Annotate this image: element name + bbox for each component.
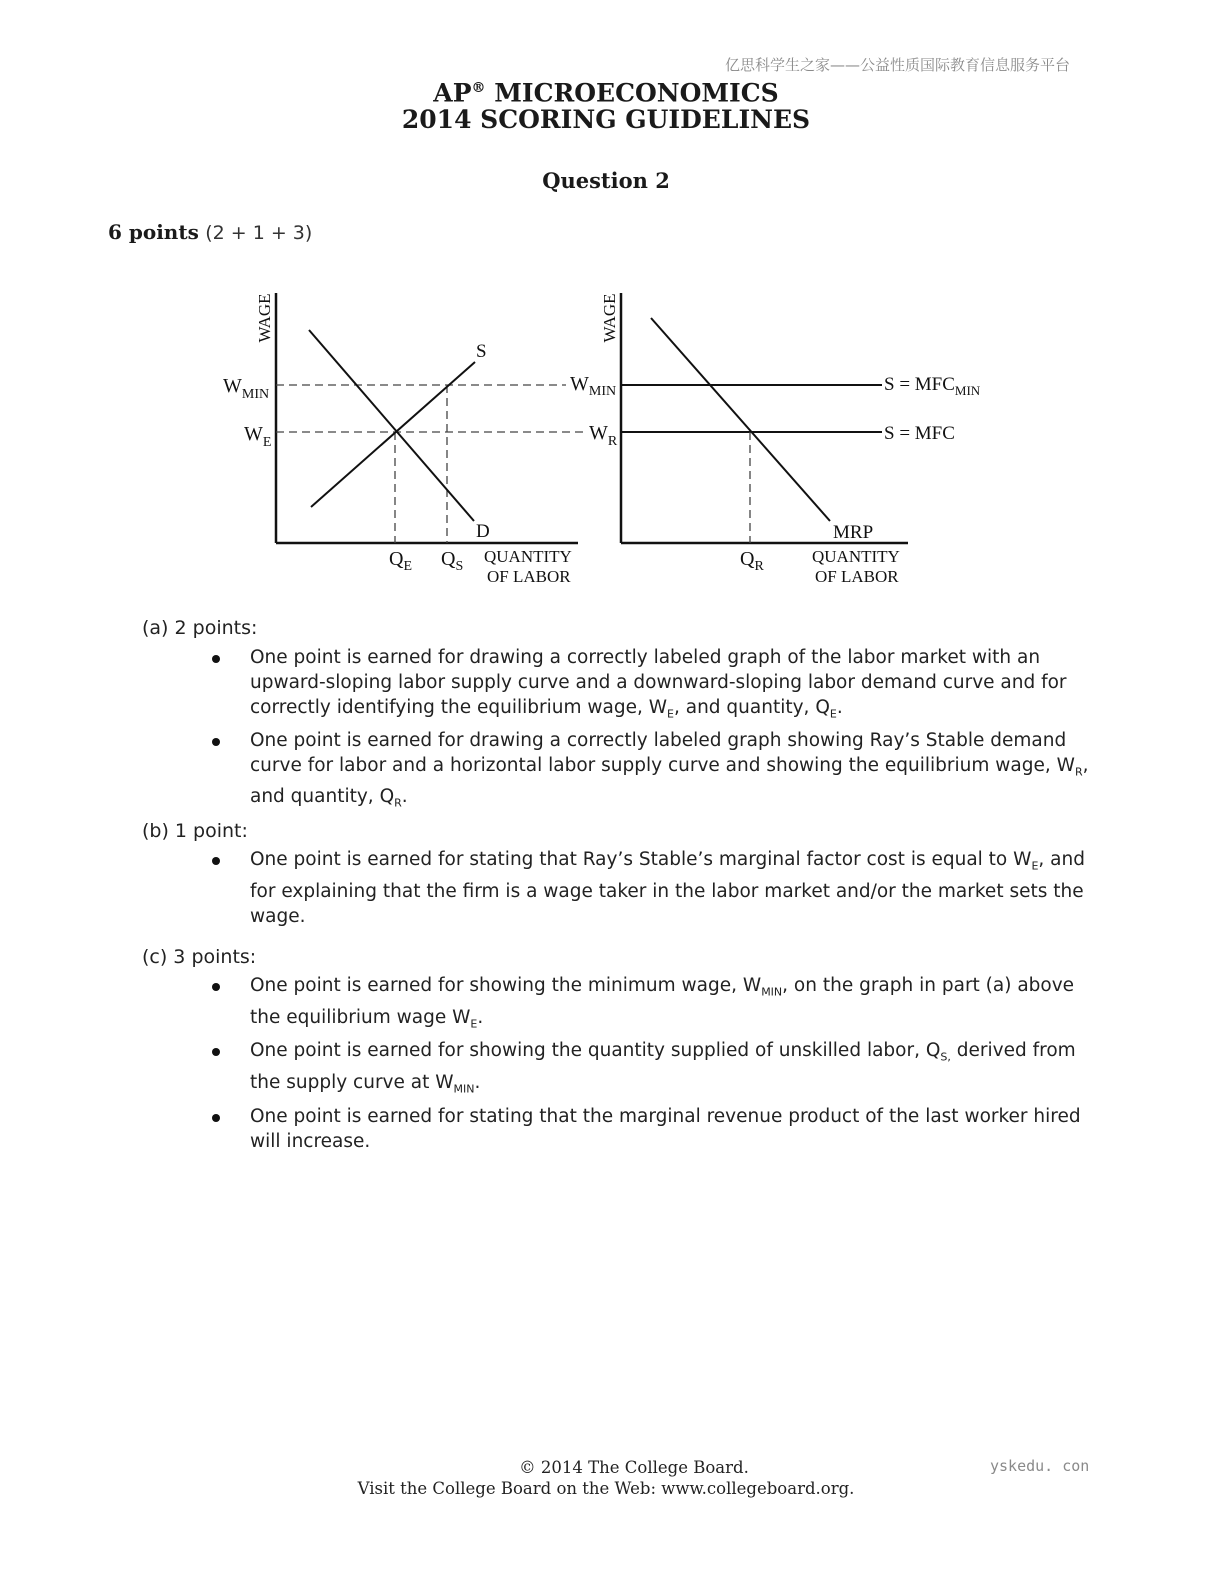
left-wmin-label: $W_{MIN}$ xyxy=(223,375,270,402)
bullet-dot xyxy=(212,738,220,746)
subscript: E xyxy=(667,707,674,721)
left-supply-label: S xyxy=(476,341,487,362)
subscript: S, xyxy=(940,1051,951,1065)
left-x-axis-label-line2: OF LABOR xyxy=(487,567,571,586)
registered-mark: ® xyxy=(471,80,486,96)
text-line xyxy=(250,1070,1092,1102)
footer-copyright: © 2014 The College Board. xyxy=(519,1458,749,1477)
text-span: . xyxy=(477,1006,484,1028)
bullet-dot xyxy=(212,983,220,991)
left-y-axis-label: WAGE xyxy=(255,293,274,343)
text-line: One point is earned for drawing a correctly labeled graph of the labor market with an xyxy=(250,647,1041,668)
text-span: derived from xyxy=(950,1040,1076,1062)
section-c-bullets xyxy=(212,973,1092,1154)
right-x-axis-label-line2: OF LABOR xyxy=(815,567,899,586)
bullet-dot xyxy=(212,655,220,663)
left-we-label: $W_E$ xyxy=(244,423,272,450)
text-line: One point is earned for drawing a correctly labeled graph showing Ray’s Stable demand xyxy=(250,729,1067,751)
text-span: . xyxy=(401,786,408,808)
left-demand-label: D xyxy=(476,521,490,542)
text-span: the equilibrium wage W xyxy=(250,1006,471,1028)
text-span: correctly identifying the equilibrium wage, W xyxy=(250,697,668,718)
text-span: , and xyxy=(1038,849,1085,870)
bullet-dot xyxy=(212,1114,220,1122)
right-mrp-label: MRP xyxy=(833,522,874,543)
text-line xyxy=(250,973,1092,1005)
section-b-heading: (b) 1 point: xyxy=(142,820,248,842)
right-mfcmin-label: $S = MFC_{MIN}$ xyxy=(884,374,981,398)
watermark-top: 亿思科学生之家——公益性质国际教育信息服务平台 xyxy=(724,56,1070,74)
subscript: R xyxy=(394,797,402,811)
right-x-axis-label-line1: QUANTITY xyxy=(812,547,900,566)
text-line xyxy=(250,695,1092,727)
text-span: , and quantity, Q xyxy=(673,697,830,718)
left-x-axis-label-line1: QUANTITY xyxy=(484,547,572,566)
right-qr-label: $Q_R$ xyxy=(740,548,764,574)
text-span: . xyxy=(474,1072,481,1094)
text-span: the supply curve at W xyxy=(250,1072,454,1094)
left-qe-label: $Q_E$ xyxy=(389,548,413,574)
text-span: , xyxy=(1082,754,1089,776)
section-a-bullet-2 xyxy=(212,728,1092,816)
subscript: MIN xyxy=(761,985,783,999)
text-span: One point is earned for stating that Ray’s Stable’s marginal factor cost is equal to W xyxy=(250,849,1032,870)
text-line: will increase. xyxy=(250,1130,371,1152)
subscript: R xyxy=(1074,765,1083,779)
subscript: MIN xyxy=(453,1082,475,1096)
labor-market-graphs xyxy=(0,280,1224,600)
text-line xyxy=(250,1005,1092,1037)
section-a-bullet-1 xyxy=(212,645,1092,727)
text-line xyxy=(250,847,1092,879)
bullet-dot xyxy=(212,1048,220,1056)
title-suffix: MICROECONOMICS xyxy=(485,78,779,108)
left-labor-market-graph xyxy=(223,293,588,586)
watermark-bottom: yskedu. con xyxy=(990,1457,1090,1475)
section-c-bullet-2 xyxy=(212,1038,1092,1101)
right-wr-label: $W_R$ xyxy=(589,422,618,449)
section-b-bullet-1 xyxy=(212,847,1092,929)
text-line xyxy=(250,1038,1092,1070)
text-span: One point is earned for showing the quantity supplied of unskilled labor, Q xyxy=(250,1040,941,1062)
bullet-dot xyxy=(212,857,220,865)
left-demand-curve xyxy=(309,330,474,521)
points-breakdown: (2 + 1 + 3) xyxy=(205,222,313,244)
text-span: . xyxy=(836,697,843,718)
section-c-heading: (c) 3 points: xyxy=(142,946,257,968)
text-line xyxy=(250,784,1092,816)
text-span: One point is earned for showing the minimum wage, W xyxy=(250,975,762,996)
footer-link-text: Visit the College Board on the Web: www.collegeboard.org. xyxy=(357,1479,855,1498)
section-a-bullets xyxy=(212,645,1092,816)
right-firm-graph xyxy=(570,293,981,586)
right-mrp-curve xyxy=(651,318,830,521)
text-span: and quantity, Q xyxy=(250,786,395,808)
right-mfc-label: S = MFC xyxy=(884,423,955,444)
points-total: 6 points xyxy=(108,220,199,244)
text-line: One point is earned for stating that the marginal revenue product of the last worker hired xyxy=(250,1105,1081,1127)
subscript: E xyxy=(470,1017,478,1031)
section-b-bullets xyxy=(212,847,1092,929)
section-c-bullet-1 xyxy=(212,973,1092,1036)
text-span: , on the graph in part (a) above xyxy=(782,975,1075,996)
section-c-bullet-3 xyxy=(212,1104,1092,1154)
question-heading: Question 2 xyxy=(542,168,670,193)
text-line: upward-sloping labor supply curve and a downward-sloping labor demand curve and for xyxy=(250,672,1067,693)
subscript: E xyxy=(829,707,837,721)
page-subtitle: 2014 SCORING GUIDELINES xyxy=(401,105,811,134)
text-line: wage. xyxy=(250,905,306,927)
title-prefix: AP xyxy=(433,78,472,108)
left-qs-label: $Q_S$ xyxy=(441,548,464,574)
left-supply-curve xyxy=(311,362,475,507)
subscript: E xyxy=(1031,859,1039,873)
text-line: for explaining that the firm is a wage taker in the labor market and/or the market sets the xyxy=(250,880,1084,902)
right-y-axis-label: WAGE xyxy=(600,293,619,343)
points-summary xyxy=(108,220,312,244)
section-a-heading: (a) 2 points: xyxy=(142,617,258,639)
text-span: curve for labor and a horizontal labor supply curve and showing the equilibrium wage, W xyxy=(250,754,1075,776)
right-wmin-label: $W_{MIN}$ xyxy=(570,373,617,399)
text-line xyxy=(250,753,1092,785)
